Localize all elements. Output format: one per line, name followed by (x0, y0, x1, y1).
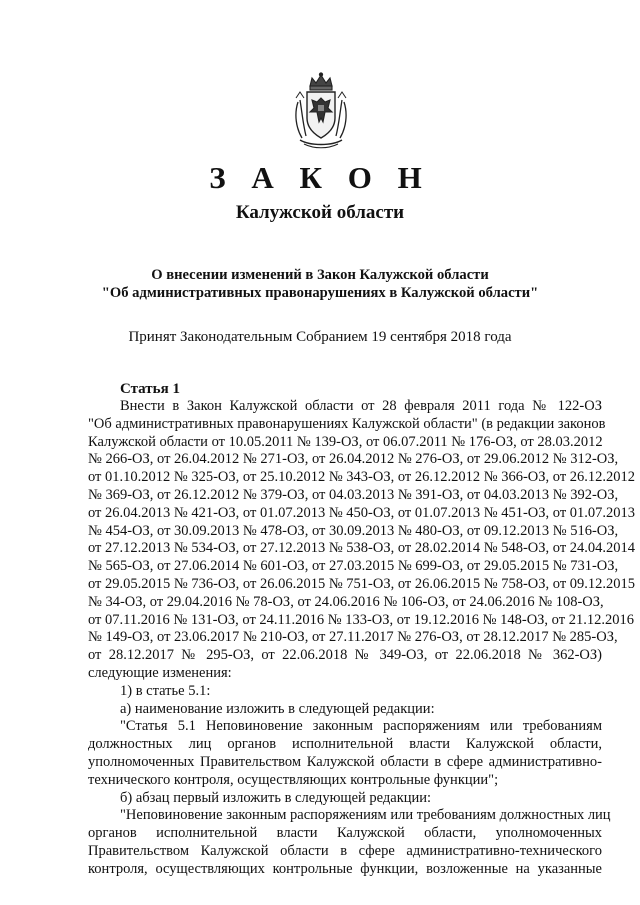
law-title: З А К О Н (209, 160, 431, 195)
body-line: от 28.12.2017 № 295-ОЗ, от 22.06.2018 № 349-ОЗ, от 22.06.2018 № 362-ОЗ) (88, 647, 602, 664)
body-line: должностных лиц органов исполнительной власти Калужской области, (88, 736, 602, 753)
body-line: 1) в статье 5.1: (120, 682, 211, 699)
adoption-note: Принят Законодательным Собранием 19 сентября 2018 года (128, 329, 512, 345)
body-line: "Неповиновение законным распоряжениям или требованиям должностных лиц (120, 807, 611, 824)
body-line: "Об административных правонарушениях Калужской области" (в редакции законов (88, 415, 606, 432)
article-body (88, 398, 636, 879)
body-line: б) абзац первый изложить в следующей редакции: (120, 789, 432, 806)
body-line: Калужской области от 10.05.2011 № 139-ОЗ, от 06.07.2011 № 176-ОЗ, от 28.03.2012 (88, 433, 603, 450)
body-line: Правительством Калужской области в сфере административно-технического (88, 842, 602, 859)
body-line: "Статья 5.1 Неповиновение законным распоряжениям или требованиям (120, 718, 602, 735)
body-line: № 454-ОЗ, от 30.09.2013 № 478-ОЗ, от 30.09.2013 № 480-ОЗ, от 09.12.2013 № 516-ОЗ, (88, 522, 619, 539)
body-line: а) наименование изложить в следующей редакции: (120, 700, 435, 717)
body-line: № 149-ОЗ, от 23.06.2017 № 210-ОЗ, от 27.11.2017 № 276-ОЗ, от 28.12.2017 № 285-ОЗ, (88, 629, 618, 646)
body-line: от 01.10.2012 № 325-ОЗ, от 25.10.2012 № 343-ОЗ, от 26.12.2012 № 366-ОЗ, от 26.12.2012 (88, 469, 636, 486)
body-line: органов исполнительной власти Калужской области, уполномоченных (88, 825, 602, 842)
body-line: от 27.12.2013 № 534-ОЗ, от 27.12.2013 № 538-ОЗ, от 28.02.2014 № 548-ОЗ, от 24.04.2014 (88, 540, 636, 557)
body-line: Внести в Закон Калужской области от 28 февраля 2011 года № 122-ОЗ (120, 398, 602, 414)
region-title: Калужской области (235, 202, 405, 223)
body-line: технического контроля, осуществляющих контрольные функции"; (88, 771, 499, 788)
subject-line-2: "Об административных правонарушениях в Калужской области" (101, 285, 539, 301)
body-line: контроля, осуществляющих контрольные функции, возложенные на указанные (88, 860, 602, 877)
body-line: следующие изменения: (88, 664, 232, 681)
body-line: № 565-ОЗ, от 27.06.2014 № 601-ОЗ, от 27.03.2015 № 699-ОЗ, от 29.05.2015 № 731-ОЗ, (88, 558, 619, 575)
body-line: № 266-ОЗ, от 26.04.2012 № 271-ОЗ, от 26.04.2012 № 276-ОЗ, от 29.06.2012 № 312-ОЗ, (88, 451, 619, 468)
body-line: от 29.05.2015 № 736-ОЗ, от 26.06.2015 № 751-ОЗ, от 26.06.2015 № 758-ОЗ, от 09.12.2015 (88, 575, 636, 592)
article-heading: Статья 1 (120, 381, 180, 397)
body-line: от 26.04.2013 № 421-ОЗ, от 01.07.2013 № 450-ОЗ, от 01.07.2013 № 451-ОЗ, от 01.07.2013 (88, 504, 636, 521)
body-line: № 369-ОЗ, от 26.12.2012 № 379-ОЗ, от 04.03.2013 № 391-ОЗ, от 04.03.2013 № 392-ОЗ, (88, 486, 619, 503)
body-line: уполномоченных Правительством Калужской области в сфере административно- (88, 753, 602, 770)
subject-line-1: О внесении изменений в Закон Калужской области (151, 267, 489, 283)
coat-of-arms-emblem (290, 72, 352, 150)
body-line: № 34-ОЗ, от 29.04.2016 № 78-ОЗ, от 24.06.2016 № 106-ОЗ, от 24.06.2016 № 108-ОЗ, (88, 593, 604, 610)
body-line: от 07.11.2016 № 131-ОЗ, от 24.11.2016 № 133-ОЗ, от 19.12.2016 № 148-ОЗ, от 21.12.2016 (88, 611, 634, 628)
